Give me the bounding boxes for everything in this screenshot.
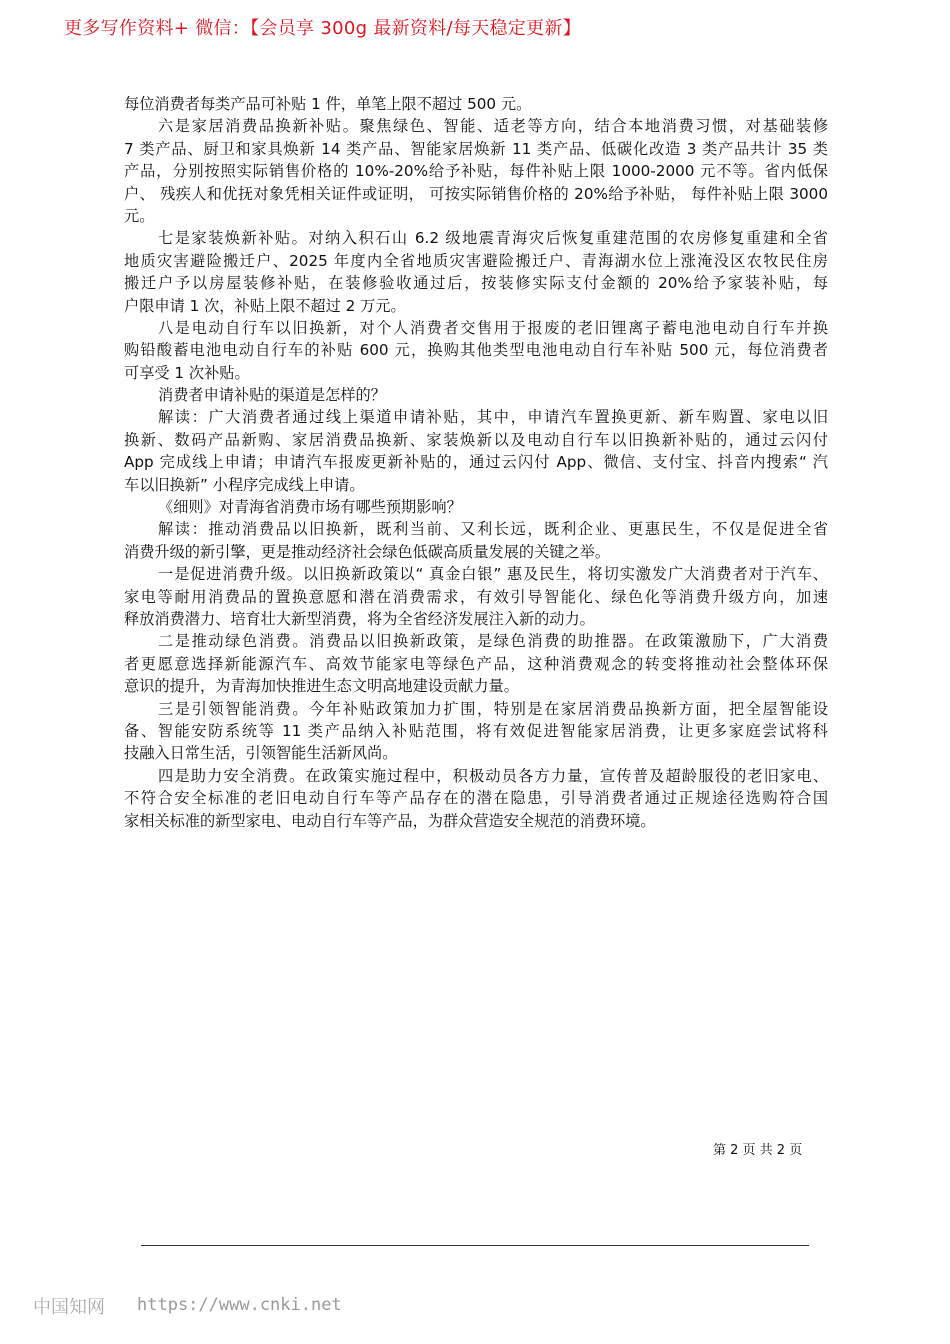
paragraph <box>124 630 828 697</box>
text-line: 七是家装焕新补贴。对纳入积石山 6.2 级地震青海灾后恢复重建范围的农房修复重建和全省 <box>158 229 828 248</box>
paragraph <box>124 93 828 115</box>
text-line: 释放消费潜力、培育壮大新型消费，将为全省经济发展注入新的动力。 <box>124 609 595 628</box>
text-line: 四是助力安全消费。在政策实施过程中，积极动员各方力量，宣传普及超龄服役的老旧家电、 <box>158 766 828 785</box>
text-line: 六是家居消费品换新补贴。聚焦绿色、智能、适老等方向，结合本地消费习惯，对基础装修 <box>158 117 828 136</box>
text-line: 产品，分别按照实际销售价格的 10%-20%给予补贴，每件补贴上限 1000-2000 元不等。省内低保 <box>124 162 828 181</box>
text-line: 地质灾害避险搬迁户、2025 年度内全省地质灾害避险搬迁户、青海湖水位上涨淹没区农牧民住房 <box>124 251 828 270</box>
text-line: 解读：广大消费者通过线上渠道申请补贴，其中，申请汽车置换更新、新车购置、家电以旧 <box>158 408 828 427</box>
paragraph <box>124 496 828 518</box>
text-line: 可享受 1 次补贴。 <box>124 363 250 382</box>
text-line: 解读：推动消费品以旧换新，既利当前、又利长远，既利企业、更惠民生，不仅是促进全省 <box>158 520 828 539</box>
promo-banner: 更多写作资料+ 微信：【会员享 300g 最新资料/每天稳定更新】 <box>64 18 581 39</box>
text-line: 元。 <box>124 206 155 225</box>
paragraph <box>124 384 828 406</box>
text-line: 备、智能安防系统等 11 类产品纳入补贴范围，将有效促进智能家居消费，让更多家庭尝试将科 <box>124 721 828 740</box>
text-line: 车以旧换新” 小程序完成线上申请。 <box>124 475 365 494</box>
text-line: 技融入日常生活，引领智能生活新风尚。 <box>124 744 398 763</box>
paragraph <box>124 563 828 630</box>
text-line: 家电等耐用消费品的置换意愿和潜在消费需求，有效引导智能化、绿色化等消费升级方向，加速 <box>124 587 828 606</box>
text-line: 二是推动绿色消费。消费品以旧换新政策，是绿色消费的助推器。在政策激励下，广大消费 <box>158 632 828 651</box>
text-line: 消费者申请补贴的渠道是怎样的？ <box>158 386 386 405</box>
paragraph <box>124 698 828 765</box>
paragraph <box>124 227 828 317</box>
text-line: 购铅酸蓄电池电动自行车的补贴 600 元，换购其他类型电池电动自行车补贴 500 元，每位消费者 <box>124 341 828 360</box>
text-line: 7 类产品、厨卫和家具焕新 14 类产品、智能家居焕新 11 类产品、低碳化改造 3 类产品共计 35 类 <box>124 139 828 158</box>
text-line: 不符合安全标准的老旧电动自行车等产品存在的潜在隐患，引导消费者通过正规途径选购符合国 <box>124 789 828 808</box>
text-line: 每位消费者每类产品可补贴 1 件，单笔上限不超过 500 元。 <box>124 95 532 113</box>
text-line: 意识的提升，为青海加快推进生态文明高地建设贡献力量。 <box>124 677 519 696</box>
text-line: 一是促进消费升级。以旧换新政策以“ 真金白银” 惠及民生，将切实激发广大消费者对于汽车、 <box>158 565 828 584</box>
text-line: 者更愿意选择新能源汽车、高效节能家电等绿色产品，这种消费观念的转变将推动社会整体环保 <box>124 654 828 673</box>
watermark-logo-text: 中国知网 <box>33 1297 105 1318</box>
text-line: 搬迁户予以房屋装修补贴，在装修验收通过后，按装修实际支付金额的 20%给予家装补贴，每 <box>124 274 828 293</box>
paragraph <box>124 406 828 496</box>
paragraph <box>124 765 828 832</box>
text-line: 换新、数码产品新购、家居消费品换新、家装焕新以及电动自行车以旧换新补贴的，通过云闪付 <box>124 430 828 449</box>
text-line: 户、 残疾人和优抚对象凭相关证件或证明， 可按实际销售价格的 20%给予补贴， 每件补贴上限 3000 <box>124 184 828 203</box>
text-line: 《细则》对青海省消费市场有哪些预期影响？ <box>158 498 462 517</box>
watermark-url: https://www.cnki.net <box>137 1295 342 1315</box>
paragraph <box>124 115 828 227</box>
text-line: 消费升级的新引擎，更是推动经济社会绿色低碳高质量发展的关键之举。 <box>124 542 610 561</box>
text-line: 三是引领智能消费。今年补贴政策加力扩围，特别是在家居消费品换新方面，把全屋智能设 <box>158 699 828 718</box>
text-line: App 完成线上申请；申请汽车报废更新补贴的，通过云闪付 App、微信、支付宝、抖音内搜索“ 汽 <box>124 453 828 472</box>
text-line: 家相关标准的新型家电、电动自行车等产品，为群众营造安全规范的消费环境。 <box>124 811 656 830</box>
text-line: 户限申请 1 次，补贴上限不超过 2 万元。 <box>124 296 406 315</box>
footer-divider <box>141 1245 809 1246</box>
paragraph <box>124 317 828 384</box>
page-number: 第 2 页 共 2 页 <box>713 1143 803 1158</box>
document-body <box>124 93 828 832</box>
text-line: 八是电动自行车以旧换新，对个人消费者交售用于报废的老旧锂离子蓄电池电动自行车并换 <box>158 318 828 337</box>
paragraph <box>124 518 828 563</box>
